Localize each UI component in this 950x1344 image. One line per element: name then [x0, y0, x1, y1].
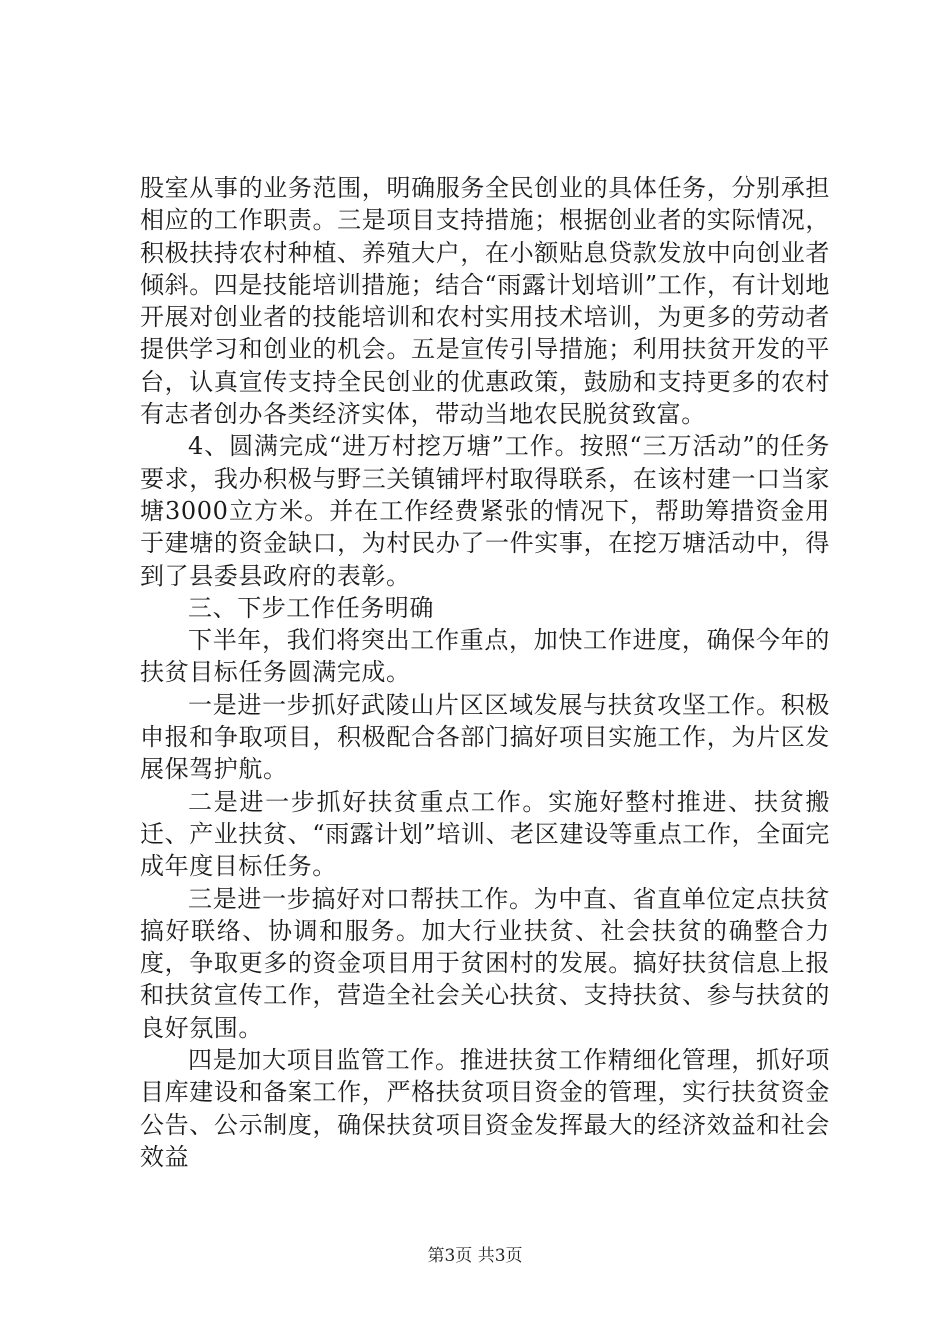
paragraph-task-1: 一是进一步抓好武陵山片区区域发展与扶贫攻坚工作。积极申报和争取项目，积极配合各部门搞好项目实施工作，为片区发展保驾护航。: [140, 690, 830, 784]
paragraph-second-half-intro: 下半年，我们将突出工作重点，加快工作进度，确保今年的扶贫目标任务圆满完成。: [140, 626, 830, 687]
paragraph-task-4: 四是加大项目监管工作。推进扶贫工作精细化管理，抓好项目库建设和备案工作，严格扶贫项目资金的管理，实行扶贫资金公告、公示制度，确保扶贫项目资金发挥最大的经济效益和社会效益: [140, 1046, 830, 1171]
document-body: [140, 172, 830, 1173]
paragraph-continuation: 股室从事的业务范围，明确服务全民创业的具体任务，分别承担相应的工作职责。三是项目支持措施；根据创业者的实际情况，积极扶持农村种植、养殖大户，在小额贴息贷款发放中向创业者倾斜。四是技能培训措施；结合“雨露计划培训”工作，有计划地开展对创业者的技能培训和农村实用技术培训，为更多的劳动者提供学习和创业的机会。五是宣传引导措施；利用扶贫开发的平台，认真宣传支持全民创业的优惠政策，鼓励和支持更多的农村有志者创办各类经济实体，带动当地农民脱贫致富。: [140, 174, 830, 429]
paragraph-item-4: 4、圆满完成“进万村挖万塘”工作。按照“三万活动”的任务要求，我办积极与野三关镇铺坪村取得联系，在该村建一口当家塘3000立方米。并在工作经费紧张的情况下，帮助筹措资金用于建塘的资金缺口，为村民办了一件实事，在挖万塘活动中，得到了县委县政府的表彰。: [140, 432, 830, 590]
paragraph-task-3: 三是进一步搞好对口帮扶工作。为中直、省直单位定点扶贫搞好联络、协调和服务。加大行业扶贫、社会扶贫的确整合力度，争取更多的资金项目用于贫困村的发展。搞好扶贫信息上报和扶贫宣传工作，营造全社会关心扶贫、支持扶贫、参与扶贫的良好氛围。: [140, 884, 830, 1042]
section-heading-3: 三、下步工作任务明确: [188, 593, 434, 622]
paragraph-task-2: 二是进一步抓好扶贫重点工作。实施好整村推进、扶贫搬迁、产业扶贫、“雨露计划”培训、老区建设等重点工作，全面完成年度目标任务。: [140, 787, 830, 881]
page-footer: 第3页 共3页: [427, 1246, 523, 1266]
